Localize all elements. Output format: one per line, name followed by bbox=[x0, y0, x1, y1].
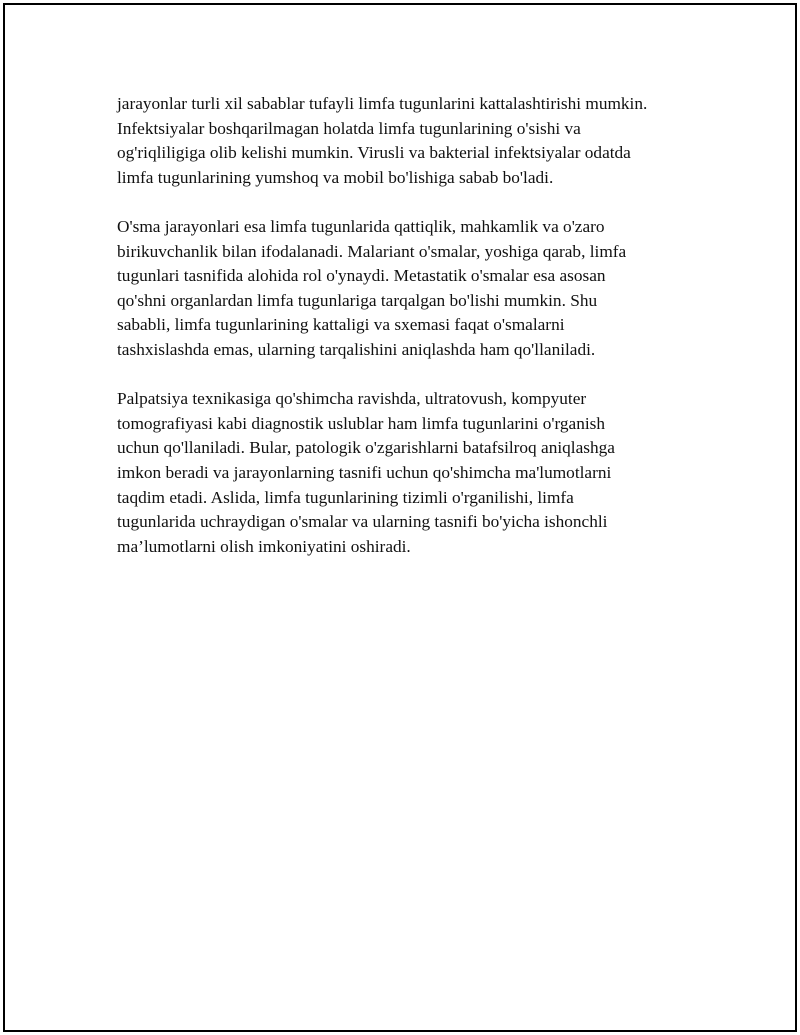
paragraph-2 bbox=[117, 215, 697, 363]
text-line: tugunlari tasnifida alohida rol o'ynaydi. Metastatik o'smalar esa asosan bbox=[117, 266, 606, 286]
text-line: og'riqliligiga olib kelishi mumkin. Virusli va bakterial infektsiyalar odatda bbox=[117, 143, 631, 163]
document-body bbox=[117, 92, 697, 584]
text-line: qo'shni organlardan limfa tugunlariga tarqalgan bo'lishi mumkin. Shu bbox=[117, 290, 598, 310]
text-line: sababli, limfa tugunlarining kattaligi va sxemasi faqat o'smalarni bbox=[117, 315, 565, 335]
text-line: imkon beradi va jarayonlarning tasnifi uchun qo'shimcha ma'lumotlarni bbox=[117, 462, 612, 482]
text-line: taqdim etadi. Aslida, limfa tugunlarining tizimli o'rganilishi, limfa bbox=[117, 487, 574, 507]
paragraph-1 bbox=[117, 92, 697, 190]
text-line: uchun qo'llaniladi. Bular, patologik o'zgarishlarni batafsilroq aniqlashga bbox=[117, 438, 615, 458]
text-line: tugunlarida uchraydigan o'smalar va ularning tasnifi bo'yicha ishonchli bbox=[117, 512, 608, 532]
paragraph-3 bbox=[117, 387, 697, 559]
text-line: tashxislashda emas, ularning tarqalishini aniqlashda ham qo'llaniladi. bbox=[117, 339, 596, 359]
text-line: O'sma jarayonlari esa limfa tugunlarida qattiqlik, mahkamlik va o'zaro bbox=[117, 216, 605, 236]
text-line: limfa tugunlarining yumshoq va mobil bo'lishiga sabab bo'ladi. bbox=[117, 167, 554, 187]
text-line: birikuvchanlik bilan ifodalanadi. Malariant o'smalar, yoshiga qarab, limfa bbox=[117, 241, 627, 261]
text-line: tomografiyasi kabi diagnostik uslublar ham limfa tugunlarini o'rganish bbox=[117, 413, 606, 433]
text-line: Infektsiyalar boshqarilmagan holatda limfa tugunlarining o'sishi va bbox=[117, 118, 581, 138]
text-line: Palpatsiya texnikasiga qo'shimcha ravishda, ultratovush, kompyuter bbox=[117, 389, 587, 409]
text-line: jarayonlar turli xil sabablar tufayli limfa tugunlarini kattalashtirishi mumkin. bbox=[117, 94, 648, 113]
text-line: ma’lumotlarni olish imkoniyatini oshiradi. bbox=[117, 536, 411, 556]
